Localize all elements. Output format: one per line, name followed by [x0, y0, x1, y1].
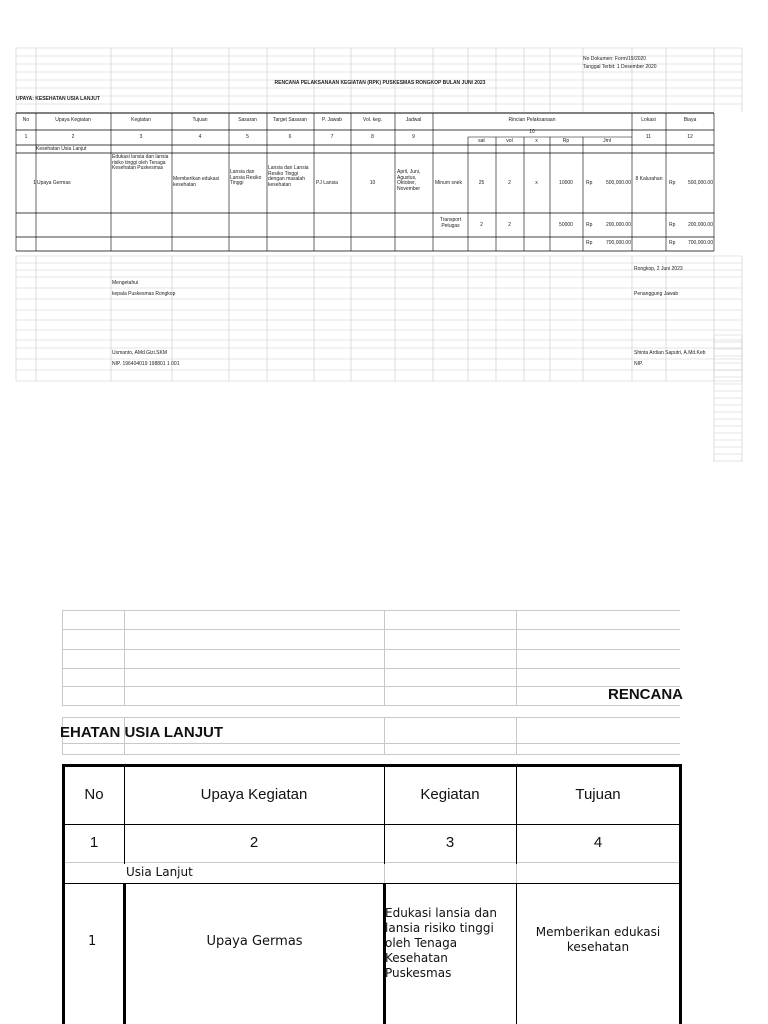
row1-sasaran: Lansia dan Lansia Resiko Tinggi	[230, 169, 262, 187]
col-kegiatan: Kegiatan	[131, 117, 151, 123]
colnum-8: 8	[371, 134, 374, 140]
row1-lokasi: 8 Kalurahan	[635, 176, 663, 182]
row1-no: 1	[33, 180, 36, 186]
zoomed-table-view	[0, 600, 768, 1024]
colnum-10: 10	[529, 129, 535, 135]
sub-jml: Jml	[603, 138, 611, 144]
colnum-2: 2	[71, 134, 75, 140]
zoom-num-2: 2	[249, 834, 259, 851]
row2-jml: 200,000.00	[605, 222, 631, 228]
zoom-col-upaya: Upaya Kegiatan	[200, 786, 308, 803]
col-biaya: Biaya	[683, 117, 697, 123]
row2-vol: 2	[508, 222, 511, 228]
zoom-section-fragment: Usia Lanjut	[126, 865, 193, 879]
zoom-col-no: No	[84, 786, 104, 803]
col-no: No	[22, 117, 30, 123]
row1-kegiatan: Edukasi lansia dan lansia risiko tinggi oleh Tenaga Kesehatan Puskesmas	[112, 154, 169, 172]
zoom-num-4: 4	[593, 834, 603, 851]
left-name: Usmanto, AMd.Gizi.SKM	[112, 350, 168, 356]
doc-number: No Dokumen: Form/19/2020	[583, 56, 647, 62]
row2-rp: 50000	[559, 222, 573, 228]
spreadsheet-overview	[0, 0, 768, 470]
colnum-5: 5	[246, 134, 249, 140]
row1-item: Minum snek	[435, 180, 462, 186]
row1-rp: 10000	[559, 180, 573, 186]
zoom-num-3: 3	[445, 834, 455, 851]
colnum-7: 7	[330, 134, 334, 140]
zoom-program-fragment: EHATAN USIA LANJUT	[60, 724, 224, 741]
colnum-3: 3	[139, 134, 143, 140]
row1-biaya: 500,000.00	[687, 180, 713, 186]
colnum-11: 11	[645, 134, 652, 140]
sub-sat: sat	[478, 138, 485, 144]
total-jml: 700,000.00	[605, 240, 631, 246]
zoom-col-kegiatan: Kegiatan	[420, 786, 480, 803]
total-jml-prefix: Rp	[586, 240, 593, 246]
colnum-6: 6	[288, 134, 292, 140]
row2-biaya: 200,000.00	[687, 222, 713, 228]
row1-tujuan: Memberikan edukasi kesehatan	[173, 176, 220, 188]
sub-x: x	[535, 138, 538, 144]
left-nip: NIP. 196404019 198801 1 001	[112, 361, 180, 367]
sub-vol: vol	[506, 138, 513, 144]
zoom-num-1: 1	[89, 834, 99, 851]
row1-jml-prefix: Rp	[586, 180, 593, 186]
row1-biaya-prefix: Rp	[669, 180, 676, 186]
row2-biaya-prefix: Rp	[669, 222, 676, 228]
total-biaya-prefix: Rp	[669, 240, 676, 246]
col-sasaran: Sasaran	[238, 117, 257, 123]
right-role: Penanggung Jawab	[634, 291, 679, 297]
zoom-col-tujuan: Tujuan	[575, 786, 621, 803]
row2-item: Transport Petugas	[439, 217, 462, 229]
program-label: UPAYA: KESEHATAN USIA LANJUT	[16, 96, 100, 102]
row2-sat: 2	[480, 222, 483, 228]
row2-jml-prefix: Rp	[586, 222, 593, 228]
row1-vol: 2	[508, 180, 511, 186]
col-volkeg: Vol. keg.	[362, 117, 383, 123]
issue-date: Tanggal Terbit: 1 Desember 2020	[583, 64, 657, 70]
sub-rp: Rp	[562, 138, 570, 144]
row1-jml: 500,000.00	[605, 180, 631, 186]
colnum-12: 12	[687, 134, 693, 140]
place-date: Rongkop, 2 Juni 2023	[634, 266, 683, 272]
left-heading: Mengetahui	[112, 280, 139, 286]
row1-jadwal: April, Juni, Agustus, Oktober, November	[397, 169, 421, 192]
total-biaya: 700,000.00	[687, 240, 713, 246]
colnum-1: 1	[24, 134, 28, 140]
zoom-row-tujuan: Memberikan edukasi kesehatan	[535, 925, 661, 954]
right-name: Shinta Ardian Saputri, A.Md.Keb	[634, 350, 706, 356]
section-label: Kesehatan Usia Lanjut	[36, 146, 87, 152]
colnum-4: 4	[198, 134, 202, 140]
row1-target: Lansia dan Lansia Resiko Tinggi dengan masalah kesehatan	[268, 165, 309, 188]
zoom-row-no: 1	[88, 934, 97, 949]
col-tujuan: Tujuan	[192, 117, 208, 123]
row1-sat: 25	[478, 180, 485, 186]
row1-pjawab: PJ Lansia	[316, 180, 338, 186]
col-jadwal: Jadwal	[405, 117, 422, 123]
zoom-title-fragment: RENCANA	[608, 686, 683, 703]
left-role: kepala Puskesmas Rongkop	[112, 291, 176, 297]
col-target: Target Sasaran	[273, 117, 307, 123]
col-upaya: Upaya Kegiatan	[55, 117, 91, 123]
col-pjawab: P. Jawab	[322, 117, 342, 123]
row1-volkeg: 10	[369, 180, 376, 186]
col-rincian: Rincian Pelaksanaan	[508, 117, 556, 123]
right-nip: NIP.	[634, 361, 644, 367]
row1-x: x	[535, 180, 538, 186]
zoom-row-upaya: Upaya Germas	[206, 934, 303, 949]
row1-upaya: Upaya Germas	[37, 180, 71, 186]
colnum-9: 9	[412, 134, 415, 140]
document-title: RENCANA PELAKSANAAN KEGIATAN (RPK) PUSKESMAS RONGKOP BULAN JUNI 2023	[274, 80, 486, 86]
col-lokasi: Lokasi	[641, 117, 656, 123]
zoom-row-kegiatan: Edukasi lansia dan lansia risiko tinggi oleh Tenaga Kesehatan Puskesmas	[385, 906, 497, 980]
